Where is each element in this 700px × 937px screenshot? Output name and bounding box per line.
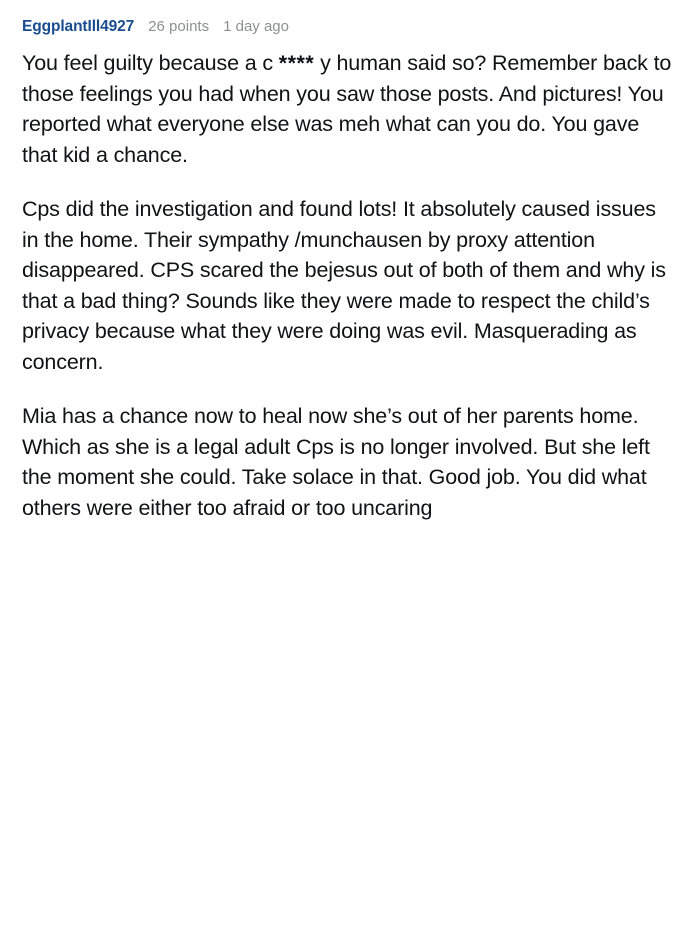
comment-body: [22, 48, 678, 523]
comment-paragraph-2: Cps did the investigation and found lots! It absolutely caused issues in the home. Their sympathy /munchausen by proxy attention disappeared. CPS scared the bejesus out of both of them and why is that a bad thing? Sounds like they were made to respect the child’s privacy because what they were doing was evil. Masquerading as concern.: [22, 197, 666, 374]
comment-author[interactable]: EggplantIll4927: [22, 18, 135, 35]
comment-score: 26 points: [148, 18, 210, 35]
comment-timestamp: 1 day ago: [223, 18, 289, 35]
comment-paragraph-1: [22, 48, 678, 170]
paragraph-1-text-after: y human said so? Remember back to those feelings you had when you saw those posts. And pictures! You reported what everyone else was meh what can you do. You gave that kid a chance.: [22, 51, 672, 167]
censored-word: ****: [278, 51, 315, 75]
paragraph-1-text-before: You feel guilty because a c: [22, 51, 279, 75]
comment-meta: [22, 18, 678, 36]
comment-paragraph-3: Mia has a chance now to heal now she’s out of her parents home. Which as she is a legal adult Cps is no longer involved. But she left the moment she could. Take solace in that. Good job. You did what others were either too afraid or too uncaring: [22, 404, 650, 520]
